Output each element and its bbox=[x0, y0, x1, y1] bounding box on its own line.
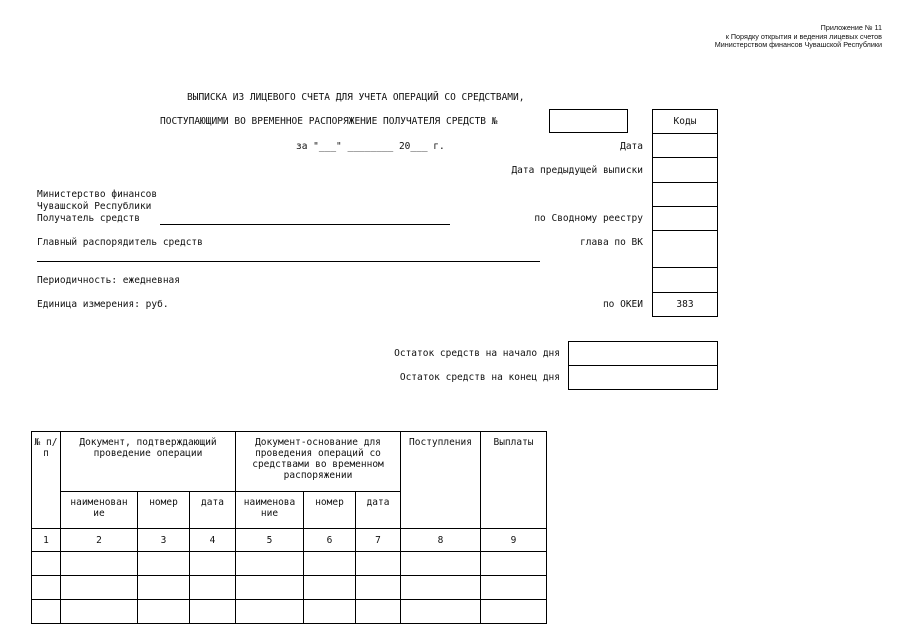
balance-start-label: Остаток средств на начало дня bbox=[394, 348, 560, 359]
bk-label: глава по ВК bbox=[580, 237, 643, 248]
column-number: 5 bbox=[236, 529, 304, 552]
table-cell[interactable] bbox=[304, 552, 356, 576]
column-number: 8 bbox=[401, 529, 481, 552]
codes-divider bbox=[652, 267, 718, 268]
title-line2: ПОСТУПАЮЩИМИ ВО ВРЕМЕННОЕ РАСПОРЯЖЕНИЕ ПОЛУЧАТЕЛЯ СРЕДСТВ № bbox=[160, 116, 498, 127]
ministry-line2: Чувашской Республики bbox=[37, 201, 152, 212]
col-header-income: Поступления bbox=[401, 432, 481, 529]
periodicity: Периодичность: ежедневная bbox=[37, 275, 180, 286]
okei-code: 383 bbox=[676, 299, 694, 310]
appendix-line1: Приложение № 11 bbox=[820, 23, 882, 32]
table-cell[interactable] bbox=[190, 552, 236, 576]
column-number: 6 bbox=[304, 529, 356, 552]
table-row bbox=[32, 552, 547, 576]
col-header-doc: Документ, подтверждающий проведение операции bbox=[61, 432, 236, 492]
balance-end-field[interactable] bbox=[568, 365, 718, 390]
table-cell[interactable] bbox=[61, 552, 138, 576]
sub-header-date: дата bbox=[356, 492, 401, 529]
operations-table bbox=[31, 431, 547, 624]
table-cell[interactable] bbox=[356, 600, 401, 624]
table-cell[interactable] bbox=[401, 552, 481, 576]
unit-of-measure: Единица измерения: руб. bbox=[37, 299, 169, 310]
codes-divider bbox=[652, 206, 718, 207]
recipient-label: Получатель средств bbox=[37, 213, 140, 224]
column-number: 7 bbox=[356, 529, 401, 552]
table-cell[interactable] bbox=[401, 600, 481, 624]
table-cell[interactable] bbox=[481, 552, 547, 576]
title-line1: ВЫПИСКА ИЗ ЛИЦЕВОГО СЧЕТА ДЛЯ УЧЕТА ОПЕРАЦИЙ СО СРЕДСТВАМИ, bbox=[187, 92, 525, 103]
codes-header: Коды bbox=[673, 115, 697, 127]
table-cell[interactable] bbox=[304, 576, 356, 600]
table-cell[interactable] bbox=[401, 576, 481, 600]
table-cell[interactable] bbox=[61, 600, 138, 624]
table-cell[interactable] bbox=[356, 576, 401, 600]
period-line: за "___" ________ 20___ г. bbox=[296, 141, 445, 152]
appendix-line3: Министерством финансов Чувашской Республики bbox=[714, 40, 882, 50]
chief-underline[interactable] bbox=[37, 261, 540, 262]
table-cell[interactable] bbox=[481, 600, 547, 624]
appendix-line2: к Порядку открытия и ведения лицевых счетов bbox=[725, 31, 882, 41]
table-cell[interactable] bbox=[190, 576, 236, 600]
table-cell[interactable] bbox=[138, 552, 190, 576]
column-number: 9 bbox=[481, 529, 547, 552]
table-cell[interactable] bbox=[138, 576, 190, 600]
column-number: 2 bbox=[61, 529, 138, 552]
table-cell[interactable] bbox=[32, 576, 61, 600]
date-label: Дата bbox=[620, 141, 643, 152]
table-cell[interactable] bbox=[32, 600, 61, 624]
table-cell[interactable] bbox=[32, 552, 61, 576]
balance-start-field[interactable] bbox=[568, 341, 718, 366]
sub-header-name: наименован ие bbox=[61, 492, 138, 529]
col-header-payments: Выплаты bbox=[481, 432, 547, 529]
prev-date-label: Дата предыдущей выписки bbox=[511, 165, 643, 176]
codes-divider bbox=[652, 182, 718, 183]
table-row bbox=[32, 576, 547, 600]
table-cell[interactable] bbox=[61, 576, 138, 600]
codes-divider bbox=[652, 230, 718, 231]
column-number: 1 bbox=[32, 529, 61, 552]
col-header-basis: Документ-основание для проведения операций со средствами во временном распоряжении bbox=[236, 432, 401, 492]
table-cell[interactable] bbox=[236, 576, 304, 600]
ministry-line1: Министерство финансов bbox=[37, 189, 158, 200]
registry-label: по Сводному реестру bbox=[534, 213, 643, 224]
appendix-note bbox=[715, 24, 882, 50]
sub-header-number: номер bbox=[304, 492, 356, 529]
sub-header-name: наименова ние bbox=[236, 492, 304, 529]
chief-label: Главный распорядитель средств bbox=[37, 237, 203, 248]
sub-header-number: номер bbox=[138, 492, 190, 529]
col-header-no: № п/п bbox=[32, 432, 61, 529]
sub-header-date: дата bbox=[190, 492, 236, 529]
okei-label: по ОКЕИ bbox=[602, 299, 643, 310]
column-number: 4 bbox=[190, 529, 236, 552]
table-cell[interactable] bbox=[236, 600, 304, 624]
table-cell[interactable] bbox=[356, 552, 401, 576]
table-cell[interactable] bbox=[190, 600, 236, 624]
table-cell[interactable] bbox=[236, 552, 304, 576]
codes-divider bbox=[652, 157, 718, 158]
table-cell[interactable] bbox=[481, 576, 547, 600]
recipient-underline[interactable] bbox=[160, 224, 450, 225]
balance-end-label: Остаток средств на конец дня bbox=[399, 372, 560, 383]
codes-column bbox=[652, 109, 718, 317]
codes-divider bbox=[652, 133, 718, 134]
table-row bbox=[32, 600, 547, 624]
account-number-field[interactable] bbox=[549, 109, 628, 133]
column-number: 3 bbox=[138, 529, 190, 552]
table-cell[interactable] bbox=[304, 600, 356, 624]
table-cell[interactable] bbox=[138, 600, 190, 624]
